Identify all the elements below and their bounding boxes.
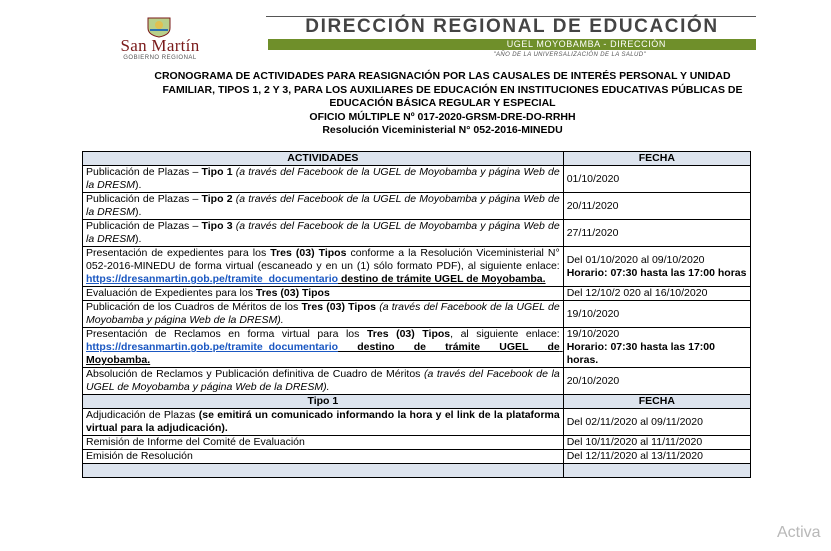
table-row (83, 166, 751, 193)
header-date: FECHA (563, 152, 750, 166)
activity-text: conforme a la Resolución Viceministerial N° 052-2016-MINEDU de forma virtual (escaneado y en un (1) sólo formato PDF), al siguiente enlace: (86, 247, 560, 272)
section-header-row (83, 395, 751, 409)
activity-note: (a través del Facebook de la UGEL de Moyobamba y página Web de la DRESM). (86, 368, 560, 393)
empty-cell (83, 464, 564, 478)
title-line-3: EDUCACIÓN BÁSICA REGULAR Y ESPECIAL (329, 97, 556, 109)
logo-name: San Martín (120, 36, 200, 55)
empty-cell (563, 464, 750, 478)
activity-text: Publicación de los Cuadros de Méritos de los (86, 301, 302, 313)
activity-type: Tipo 2 (201, 193, 233, 205)
crest-icon (144, 16, 174, 38)
activity-cell (83, 409, 564, 436)
schedule-hours: Horario: 07:30 hasta las 17:00 horas. (566, 341, 715, 366)
table-row (83, 301, 751, 328)
empty-row (83, 464, 751, 478)
activity-cell (83, 301, 564, 328)
date-cell: Del 12/10/2 020 al 16/10/2020 (563, 287, 750, 301)
document-titles (130, 70, 755, 138)
activity-text: Presentación de Reclamos en forma virtual para los (86, 328, 367, 340)
activity-cell: Remisión de Informe del Comité de Evaluación (83, 436, 564, 450)
activity-text: Publicación de Plazas – (86, 220, 202, 232)
table-row (83, 450, 751, 464)
activity-text: Evaluación de Expedientes para los (86, 287, 256, 299)
activity-text: , al siguiente enlace: (450, 328, 560, 340)
schedule-table (82, 151, 751, 478)
activity-destination: destino de trámite UGEL de Moyobamba. (338, 273, 546, 285)
activity-text: ( (232, 220, 240, 232)
activity-note: a través del Facebook de la UGEL de Moyobamba y página Web de la DRESM (86, 166, 560, 191)
activity-cell (83, 166, 564, 193)
activity-note: (a través del Facebook de la UGEL de Moyobamba y página Web de la DRESM). (86, 301, 560, 326)
tramite-link[interactable]: https://dresanmartin.gob.pe/tramite_documentario (86, 273, 339, 285)
activity-cell (83, 287, 564, 301)
date-cell: 19/10/2020 (563, 301, 750, 328)
ugel-label: UGEL MOYOBAMBA - DIRECCIÓN (506, 39, 666, 49)
tramite-link[interactable]: https://dresanmartin.gob.pe/tramite_documentario (86, 341, 339, 353)
activity-note: a través del Facebook de la UGEL de Moyobamba y página Web de la DRESM (86, 220, 560, 245)
title-line-1: CRONOGRAMA DE ACTIVIDADES PARA REASIGNACIÓN POR LAS CAUSALES DE INTERÉS PERSONAL Y UNIDAD (154, 70, 731, 82)
tipo-header: Tipo 1 (83, 395, 564, 409)
activity-type: Tipo 3 (201, 220, 233, 232)
activity-type: Tres (03) Tipos (301, 301, 376, 313)
activity-text: Publicación de Plazas – (86, 166, 202, 178)
activity-cell: Emisión de Resolución (83, 450, 564, 464)
activity-text: Adjudicación de Plazas (86, 409, 199, 421)
table-row (83, 409, 751, 436)
activity-text: Absolución de Reclamos y Publicación definitiva de Cuadro de Méritos (86, 368, 424, 380)
activation-watermark: Activa (777, 524, 821, 541)
date-cell: 20/10/2020 (563, 368, 750, 395)
table-row (83, 220, 751, 247)
table-header-row (83, 152, 751, 166)
activity-text: ). (135, 206, 142, 218)
activity-type: Tres (03) Tipos (255, 287, 330, 299)
tipo-date-header: FECHA (563, 395, 750, 409)
date-range: Del 01/10/2020 al 09/10/2020 (566, 253, 705, 266)
activity-text: ( (232, 193, 240, 205)
activity-cell (83, 247, 564, 287)
regional-logo (100, 14, 220, 64)
date-value: 19/10/2020 (566, 328, 620, 340)
date-cell: Del 10/11/2020 al 11/11/2020 (563, 436, 750, 450)
logo-subtitle: GOBIERNO REGIONAL (123, 55, 197, 61)
activity-type: Tipo 1 (201, 166, 233, 178)
date-cell: 01/10/2020 (563, 166, 750, 193)
date-cell (563, 247, 750, 287)
date-cell: 27/11/2020 (563, 220, 750, 247)
date-cell: Del 12/11/2020 al 13/11/2020 (563, 450, 750, 464)
table-row (83, 247, 751, 287)
institution-title: DIRECCIÓN REGIONAL DE EDUCACIÓN (305, 16, 719, 37)
date-cell: Del 02/11/2020 al 09/11/2020 (563, 409, 750, 436)
activity-text: ). (135, 179, 142, 191)
activity-destination: destino de trámite UGEL de Moyobamba. (86, 341, 563, 366)
resolution-reference: Resolución Viceministerial N° 052-2016-MINEDU (322, 124, 563, 136)
activity-type: Tres (03) Tipos (366, 328, 451, 340)
activity-text: Presentación de expedientes para los (86, 247, 271, 259)
activity-text: ). (135, 233, 142, 245)
schedule-hours: Horario: 07:30 hasta las 17:00 horas (566, 266, 747, 279)
table-row (83, 287, 751, 301)
header-activities: ACTIVIDADES (83, 152, 564, 166)
table-row (83, 193, 751, 220)
activity-cell (83, 328, 564, 368)
table-row (83, 436, 751, 450)
activity-note: a través del Facebook de la UGEL de Moyobamba y página Web de la DRESM (86, 193, 560, 218)
title-line-2: FAMILIAR, TIPOS 1, 2 Y 3, PARA LOS AUXILIARES DE EDUCACIÓN EN INSTITUCIONES EDUCATIVAS PÚBLICAS DE (162, 83, 743, 96)
date-cell (563, 328, 750, 368)
activity-text: Publicación de Plazas – (86, 193, 202, 205)
activity-note: (se emitirá un comunicado informando la hora y el link de la plataforma virtual para la adjudicación). (86, 409, 560, 434)
letterhead (0, 0, 831, 66)
date-cell: 20/11/2020 (563, 193, 750, 220)
activity-cell (83, 193, 564, 220)
oficio-reference: OFICIO MÚLTIPLE Nº 017-2020-GRSM-DRE-DO-RRHH (309, 110, 576, 123)
activity-type: Tres (03) Tipos (270, 247, 347, 259)
activity-cell (83, 220, 564, 247)
table-row (83, 368, 751, 395)
activity-cell (83, 368, 564, 395)
table-row (83, 328, 751, 368)
activity-text: ( (232, 166, 240, 178)
year-motto: "AÑO DE LA UNIVERSALIZACIÓN DE LA SALUD" (493, 52, 646, 58)
